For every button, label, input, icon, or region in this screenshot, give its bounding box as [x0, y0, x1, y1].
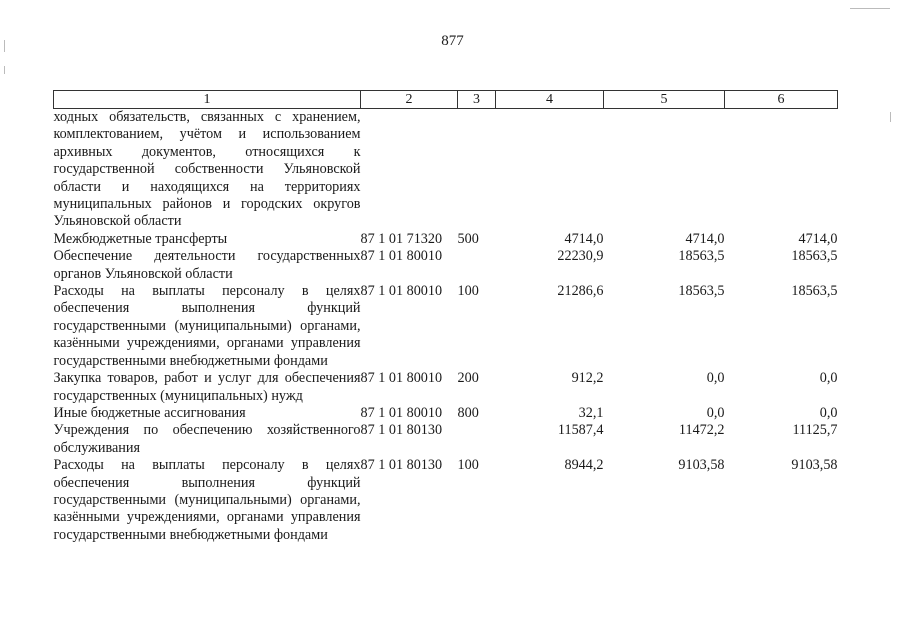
- row-expense-type: 200: [457, 370, 479, 387]
- row-value-5: 0,0: [706, 404, 725, 421]
- row-value-6: 0,0: [819, 370, 838, 387]
- row-value-6: [725, 109, 838, 231]
- table-row: [54, 370, 838, 405]
- table-row: [54, 283, 838, 370]
- row-value-5: 0,0: [706, 370, 725, 387]
- row-name: Межбюджетные трансферты: [53, 230, 228, 247]
- row-code: 87 1 01 80010: [360, 404, 443, 421]
- page-number: 877: [441, 33, 464, 49]
- row-name: Расходы на выплаты персоналу в целях обеспечения выполнения функций государственными (муниципальными) органами, казёнными учреждениями, органами управления государственными внебюджетными фондами: [53, 457, 361, 543]
- row-expense-type: [458, 422, 496, 457]
- column-header-5: 5: [604, 91, 725, 109]
- row-value-4: 22230,9: [557, 248, 604, 265]
- row-value-5: 4714,0: [685, 230, 725, 247]
- row-code: 87 1 01 80130: [360, 457, 443, 474]
- row-value-4: 4714,0: [564, 230, 604, 247]
- row-name: Учреждения по обеспечению хозяйственного обслуживания: [53, 422, 361, 456]
- row-value-4: [496, 109, 604, 231]
- row-code: 87 1 01 80010: [360, 248, 443, 265]
- row-value-6: 9103,58: [791, 457, 838, 474]
- row-name: Обеспечение деятельности государственных органов Ульяновской области: [53, 248, 361, 282]
- row-value-5: 9103,58: [678, 457, 725, 474]
- table-row: [54, 422, 838, 457]
- column-header-1: 1: [54, 91, 361, 109]
- row-name: Закупка товаров, работ и услуг для обеспечения государственных (муниципальных) нужд: [53, 370, 361, 404]
- row-expense-type: 500: [457, 230, 479, 247]
- row-value-4: 11587,4: [557, 422, 604, 439]
- row-value-6: 11125,7: [792, 422, 838, 439]
- column-header-6: 6: [725, 91, 838, 109]
- row-expense-type: [458, 109, 496, 231]
- table-row: [54, 457, 838, 544]
- row-expense-type: 100: [457, 457, 479, 474]
- table-row: [54, 405, 838, 422]
- scan-mark: [890, 112, 891, 122]
- row-value-6: 18563,5: [791, 283, 838, 300]
- table-row: [54, 248, 838, 283]
- row-name: Расходы на выплаты персоналу в целях обеспечения выполнения функций государственными (муниципальными) органами, казёнными учреждениями, органами управления государственными внебюджетными фондами: [53, 283, 361, 369]
- column-header-3: 3: [458, 91, 496, 109]
- row-value-4: 32,1: [578, 404, 604, 421]
- row-code: 87 1 01 80010: [360, 283, 443, 300]
- row-value-4: 8944,2: [564, 457, 604, 474]
- budget-table: [53, 90, 838, 544]
- row-value-4: 912,2: [571, 370, 604, 387]
- row-expense-type: 100: [457, 283, 479, 300]
- row-value-5: 11472,2: [678, 422, 725, 439]
- scan-mark: [850, 8, 890, 9]
- column-number-header-row: [54, 91, 838, 109]
- row-value-4: 21286,6: [557, 283, 604, 300]
- row-code: 87 1 01 80010: [360, 370, 443, 387]
- row-value-6: 4714,0: [798, 230, 838, 247]
- row-value-5: 18563,5: [678, 248, 725, 265]
- row-code: [361, 109, 458, 231]
- table-row: [54, 109, 838, 231]
- column-header-4: 4: [496, 91, 604, 109]
- row-value-5: 18563,5: [678, 283, 725, 300]
- row-expense-type: 800: [457, 404, 479, 421]
- row-expense-type: [458, 248, 496, 283]
- column-header-2: 2: [361, 91, 458, 109]
- row-code: 87 1 01 71320: [360, 230, 443, 247]
- row-code: 87 1 01 80130: [360, 422, 443, 439]
- scan-mark: [4, 40, 5, 52]
- scan-mark: [4, 66, 5, 74]
- table-row: [54, 231, 838, 248]
- row-value-6: 0,0: [819, 404, 838, 421]
- row-value-5: [604, 109, 725, 231]
- row-name: ходных обязательств, связанных с хранением, комплектованием, учётом и использованием архивных документов, относящихся к государственной собственности Ульяновской области и находящихся на территориях муниципальных районов и городских округов Ульяновской области: [53, 109, 361, 230]
- row-value-6: 18563,5: [791, 248, 838, 265]
- row-name: Иные бюджетные ассигнования: [53, 404, 246, 421]
